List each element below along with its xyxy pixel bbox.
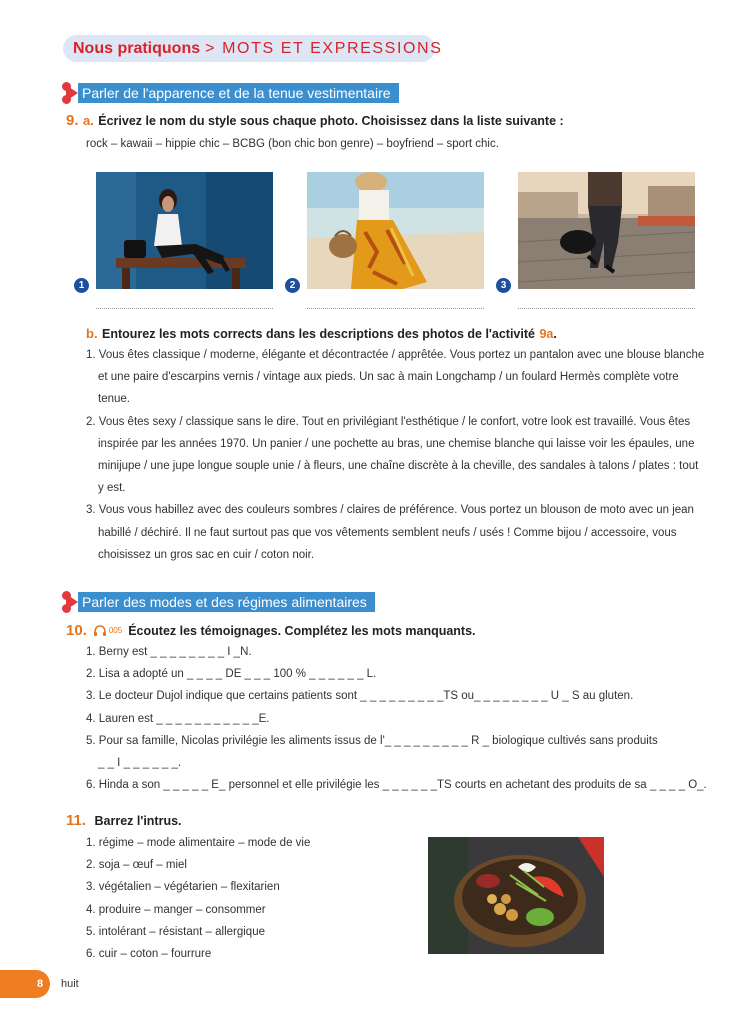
exercise-11-items xyxy=(86,832,406,965)
audio-track[interactable] xyxy=(93,625,122,637)
description-line: 2. Vous êtes sexy / classique sans le dire. Tout en privilégiant l'esthétique / le confort, votre look est travaillé. Vous êtes xyxy=(86,415,691,428)
fill-in-item-2[interactable]: 2. Lisa a adopté un _ _ _ _ DE _ _ _ 100 % _ _ _ _ _ _ L. xyxy=(86,668,377,681)
answer-line-3[interactable] xyxy=(518,308,695,309)
odd-one-out-item-2[interactable]: 2. soja – œuf – miel xyxy=(86,859,187,872)
fill-in-item-1[interactable]: 1. Berny est _ _ _ _ _ _ _ _ I _N. xyxy=(86,646,252,658)
page-number: 8 xyxy=(37,978,44,990)
description-item-1 xyxy=(86,344,716,411)
fill-in-item-5-continued[interactable]: _ _ I _ _ _ _ _ _. xyxy=(98,757,182,770)
odd-one-out-item-4[interactable]: 4. produire – manger – consommer xyxy=(86,903,266,916)
exercise-instruction: Écoutez les témoignages. Complétez les mots manquants. xyxy=(128,623,476,638)
headphones-icon xyxy=(93,625,107,637)
odd-one-out-item-3[interactable]: 3. végétalien – végétarien – flexitarien xyxy=(86,881,280,894)
fill-in-item-6[interactable]: 6. Hinda a son _ _ _ _ _ E_ personnel et elle privilégie les _ _ _ _ _ _TS courts en achetant des produits de sa _ _ _ _ O_. xyxy=(86,779,707,792)
photo-number-2: 2 xyxy=(285,278,300,293)
description-line: choisissez un gros sac en cuir / coton noir. xyxy=(98,548,315,561)
photo-rock-street xyxy=(518,172,695,289)
answer-line-1[interactable] xyxy=(96,308,273,309)
style-word-list: rock – kawaii – hippie chic – BCBG (bon chic bon genre) – boyfriend – sport chic. xyxy=(86,138,499,150)
answer-line-2[interactable] xyxy=(307,308,484,309)
odd-one-out-item-1[interactable]: 1. régime – mode alimentaire – mode de vie xyxy=(86,837,311,849)
exercise-9a-heading xyxy=(66,112,564,130)
exercise-11-heading xyxy=(66,812,182,830)
audio-track-code: 005 xyxy=(108,626,123,635)
header-title-strong: Nous pratiquons xyxy=(73,39,201,57)
photo-food-bowl xyxy=(428,837,604,954)
odd-one-out-item-6[interactable]: 6. cuir – coton – fourrure xyxy=(86,948,212,961)
banner-bullet-icon xyxy=(62,82,82,104)
exercise-number: 9. xyxy=(66,112,79,129)
fill-in-item-3[interactable]: 3. Le docteur Dujol indique que certains patients sont _ _ _ _ _ _ _ _ _TS ou_ _ _ _ _ _ _ _ U _ S au gluten. xyxy=(86,690,634,703)
instruction-end: . xyxy=(553,327,557,341)
page-number-word: huit xyxy=(61,978,79,990)
exercise-10-heading xyxy=(66,622,476,639)
odd-one-out-item-5[interactable]: 5. intolérant – résistant – allergique xyxy=(86,925,265,938)
exercise-part-letter: b. xyxy=(86,326,98,341)
activity-reference: 9a xyxy=(539,327,554,341)
section-banner-appearance xyxy=(62,82,399,104)
exercise-instruction: Entourez les mots corrects dans les descriptions des photos de l'activité xyxy=(102,327,535,341)
description-line: minijupe / une jupe longue souple unie / à fleurs, une chaîne discrète à la cheville, des sandales à talons / plates : tout xyxy=(98,460,699,473)
photo-number-1: 1 xyxy=(74,278,89,293)
header-title-rest: > MOTS ET EXPRESSIONS xyxy=(205,39,443,57)
section-banner-diets xyxy=(62,591,375,613)
exercise-number: 11. xyxy=(66,812,87,829)
chapter-header xyxy=(63,35,443,62)
section-banner-label: Parler de l'apparence et de la tenue vestimentaire xyxy=(78,83,399,103)
fill-in-item-4[interactable]: 4. Lauren est _ _ _ _ _ _ _ _ _ _ _E. xyxy=(86,712,270,725)
description-line: habillé / déchiré. Il ne faut surtout pas que vos vêtements semblent neufs / usés ! Comme bijou / accessoire, vous xyxy=(98,526,677,539)
photo-number-3: 3 xyxy=(496,278,511,293)
exercise-number: 10. xyxy=(66,622,87,639)
exercise-instruction: Écrivez le nom du style sous chaque photo. Choisissez dans la liste suivante : xyxy=(98,114,564,128)
description-line: 1. Vous êtes classique / moderne, élégante et décontractée / apprêtée. Vous portez un pantalon avec une blouse blanche xyxy=(86,349,705,361)
description-line: y est. xyxy=(98,482,126,495)
description-line: inspirée par les années 1970. Un panier / une pochette au bras, une chemise blanche qui laisse voir les épaules, une xyxy=(98,437,695,450)
exercise-instruction: Barrez l'intrus. xyxy=(94,814,182,828)
exercise-10-items xyxy=(86,641,726,796)
description-item-2 xyxy=(86,411,716,500)
photo-classic-woman xyxy=(96,172,273,289)
description-line: tenue. xyxy=(98,393,130,406)
exercise-part-letter: a. xyxy=(82,113,94,128)
exercise-9b-items xyxy=(86,344,716,566)
photo-hippie-beach xyxy=(307,172,484,289)
banner-bullet-icon xyxy=(62,591,82,613)
description-line: et une paire d'escarpins vernis / vintage aux pieds. Un sac à main Longchamp / un foulard Hermès complète votre xyxy=(98,371,679,384)
exercise-9b-heading xyxy=(86,325,557,343)
description-item-3 xyxy=(86,499,716,566)
description-line: 3. Vous vous habillez avec des couleurs sombres / claires de préférence. Vous portez un blouson de moto avec un jean xyxy=(86,504,694,517)
fill-in-item-5[interactable]: 5. Pour sa famille, Nicolas privilégie les aliments issus de l'_ _ _ _ _ _ _ _ _ R _ biologique cultivés sans produits xyxy=(86,734,658,747)
section-banner-label: Parler des modes et des régimes alimentaires xyxy=(78,592,375,612)
